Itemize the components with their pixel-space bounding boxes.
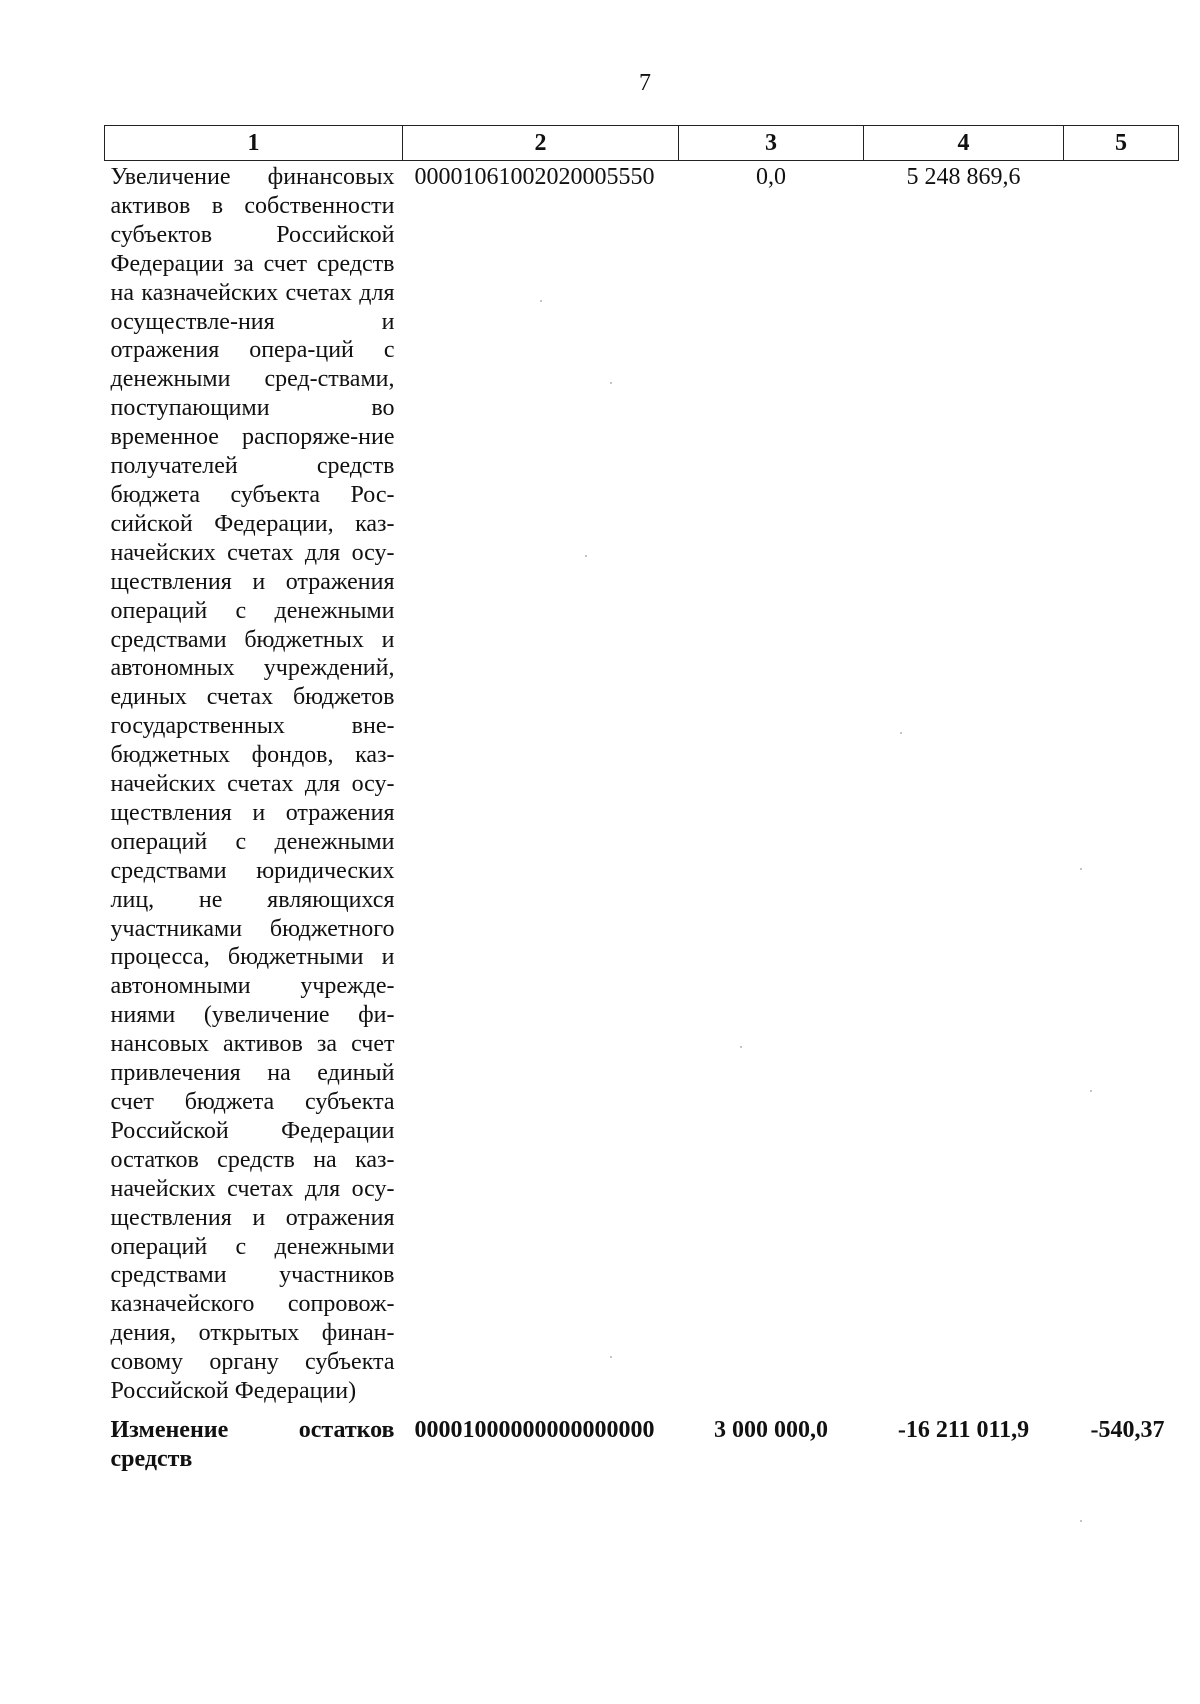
row-col3-value: 3 000 000,0 — [714, 1416, 828, 1443]
header-col-3: 3 — [679, 126, 864, 161]
row-col4-value: 5 248 869,6 — [906, 164, 1021, 190]
header-col-5: 5 — [1064, 126, 1179, 161]
scan-speck — [610, 382, 612, 384]
row-col3-value: 0,0 — [756, 164, 786, 190]
header-col-2: 2 — [403, 126, 679, 161]
table-row — [105, 161, 1179, 1406]
budget-table-container — [104, 125, 1178, 1474]
row-col5-value: -540,37 — [1090, 1416, 1165, 1443]
row-code: 00001061002020005550 — [414, 164, 655, 190]
header-row — [105, 126, 1179, 161]
scan-speck — [540, 300, 542, 302]
page-number: 7 — [639, 70, 651, 96]
row-name: Изменение остатков средств — [110, 1416, 395, 1472]
scan-speck — [740, 1046, 742, 1048]
row-name: Увеличение финансовых активов в собственности субъектов Российской Федерации за счет средств на казначейских счетах для осуществле-ния и отражения опера-ций с денежными сред-ствами, поступающими во временное распоряже-ние получателей средств бюджета субъекта Рос-сийской Федерации, каз-начейских счетах для осу-ществления и отражения операций с денежными средствами бюджетных и автономных учреждений, единых счетах бюджетов государственных вне-бюджетных фондов, каз-начейских счетах для осу-ществления и отражения операций с денежными средствами юридических лиц, не являющихся участниками бюджетного процесса, бюджетными и автономными учрежде-ниями (увеличение фи-нансовых активов за счет привлечения на единый счет бюджета субъекта Российской Федерации остатков средств на каз-начейских счетах для осу-ществления и отражения операций с денежными средствами участников казначейского сопровож-дения, открытых финан-совому органу субъекта Российской Федерации) — [110, 164, 395, 1405]
row-col4-value: -16 211 011,9 — [897, 1416, 1030, 1443]
table-row — [105, 1406, 1179, 1474]
scan-speck — [1080, 868, 1082, 870]
scan-speck — [1090, 1090, 1092, 1092]
row-col5-value — [1064, 161, 1179, 1406]
table-header — [105, 126, 1179, 161]
scan-speck — [585, 555, 587, 557]
header-col-1: 1 — [105, 126, 403, 161]
budget-table — [104, 125, 1179, 1474]
scan-speck — [900, 732, 902, 734]
scan-speck — [1080, 1520, 1082, 1522]
row-code: 00001000000000000000 — [414, 1416, 655, 1443]
table-body — [105, 161, 1179, 1474]
header-col-4: 4 — [864, 126, 1064, 161]
scan-speck — [610, 1356, 612, 1358]
